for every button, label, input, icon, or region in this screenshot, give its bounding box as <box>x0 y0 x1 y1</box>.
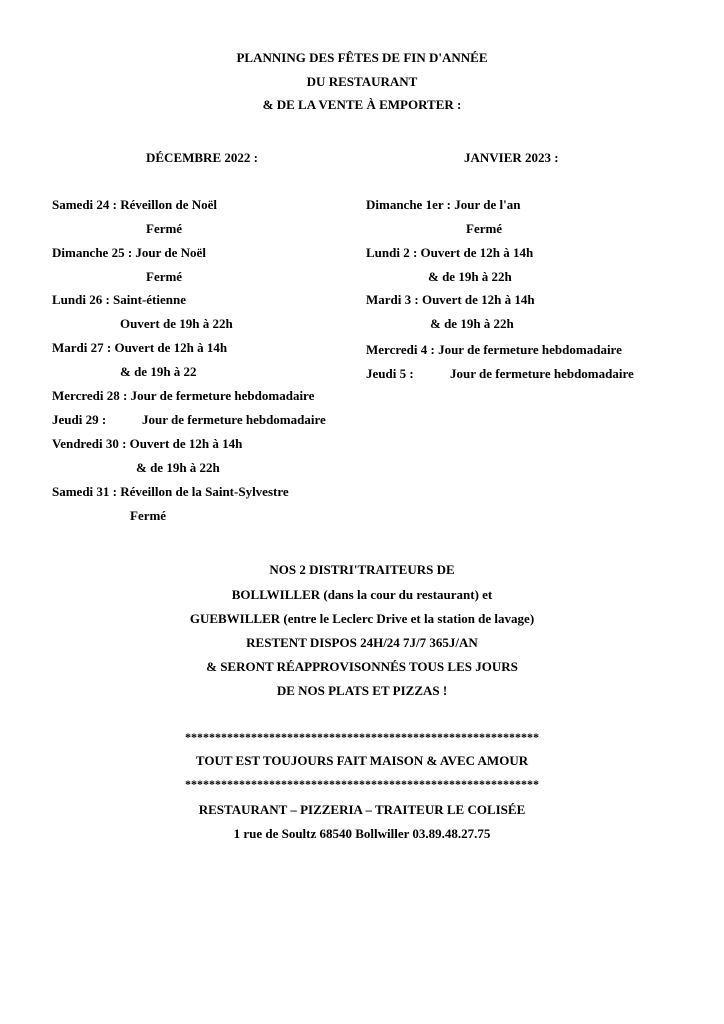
dec-line: Mardi 27 : Ouvert de 12h à 14h <box>52 340 228 355</box>
traiteurs-line: BOLLWILLER (dans la cour du restaurant) et <box>231 587 493 602</box>
dec-line: Ouvert de 19h à 22h <box>120 316 233 331</box>
dec-line: Jeudi 29 : <box>52 412 107 427</box>
dec-line: Fermé <box>130 508 167 523</box>
jan-line: Mercredi 4 : Jour de fermeture hebdomadaire <box>366 342 622 357</box>
jan-line: Lundi 2 : Ouvert de 12h à 14h <box>366 245 534 260</box>
dec-line: Dimanche 25 : Jour de Noël <box>52 245 206 260</box>
header-line-2: DU RESTAURANT <box>306 74 418 89</box>
traiteurs-line: & SERONT RÉAPPROVISONNÉS TOUS LES JOURS <box>206 659 518 674</box>
dec-line: & de 19h à 22h <box>136 460 220 475</box>
stars-divider-bottom: *********************************************************** <box>185 777 539 791</box>
dec-line: Jour de fermeture hebdomadaire <box>142 412 326 427</box>
january-title: JANVIER 2023 : <box>464 150 559 165</box>
jan-line: & de 19h à 22h <box>430 316 514 331</box>
jan-line: Mardi 3 : Ouvert de 12h à 14h <box>366 292 535 307</box>
jan-line: Dimanche 1er : Jour de l'an <box>366 197 521 212</box>
dec-line: Samedi 31 : Réveillon de la Saint-Sylvestre <box>52 484 289 499</box>
december-title: DÉCEMBRE 2022 : <box>146 150 258 165</box>
dec-line: Fermé <box>146 269 183 284</box>
header-line-1: PLANNING DES FÊTES DE FIN D'ANNÉE <box>236 50 488 65</box>
traiteurs-line: DE NOS PLATS ET PIZZAS ! <box>276 683 448 698</box>
dec-line: Lundi 26 : Saint-étienne <box>52 292 186 307</box>
dec-line: & de 19h à 22 <box>120 364 197 379</box>
restaurant-name: RESTAURANT – PIZZERIA – TRAITEUR LE COLISÉE <box>198 802 526 817</box>
dec-line: Samedi 24 : Réveillon de Noël <box>52 197 218 212</box>
restaurant-address: 1 rue de Soultz 68540 Bollwiller 03.89.48.27.75 <box>233 826 491 841</box>
dec-line: Fermé <box>146 221 183 236</box>
jan-line: Jour de fermeture hebdomadaire <box>450 366 634 381</box>
traiteurs-line: GUEBWILLER (entre le Leclerc Drive et la station de lavage) <box>189 611 535 626</box>
jan-line: Fermé <box>466 221 503 236</box>
jan-line: Jeudi 5 : <box>366 366 414 381</box>
jan-line: & de 19h à 22h <box>428 269 512 284</box>
slogan: TOUT EST TOUJOURS FAIT MAISON & AVEC AMOUR <box>195 753 529 768</box>
header-line-3: & DE LA VENTE À EMPORTER : <box>262 97 462 112</box>
dec-line: Mercredi 28 : Jour de fermeture hebdomadaire <box>52 388 315 403</box>
stars-divider-top: *********************************************************** <box>185 730 539 744</box>
traiteurs-line: NOS 2 DISTRI'TRAITEURS DE <box>269 562 455 577</box>
dec-line: Vendredi 30 : Ouvert de 12h à 14h <box>52 436 243 451</box>
traiteurs-line: RESTENT DISPOS 24H/24 7J/7 365J/AN <box>246 635 478 650</box>
